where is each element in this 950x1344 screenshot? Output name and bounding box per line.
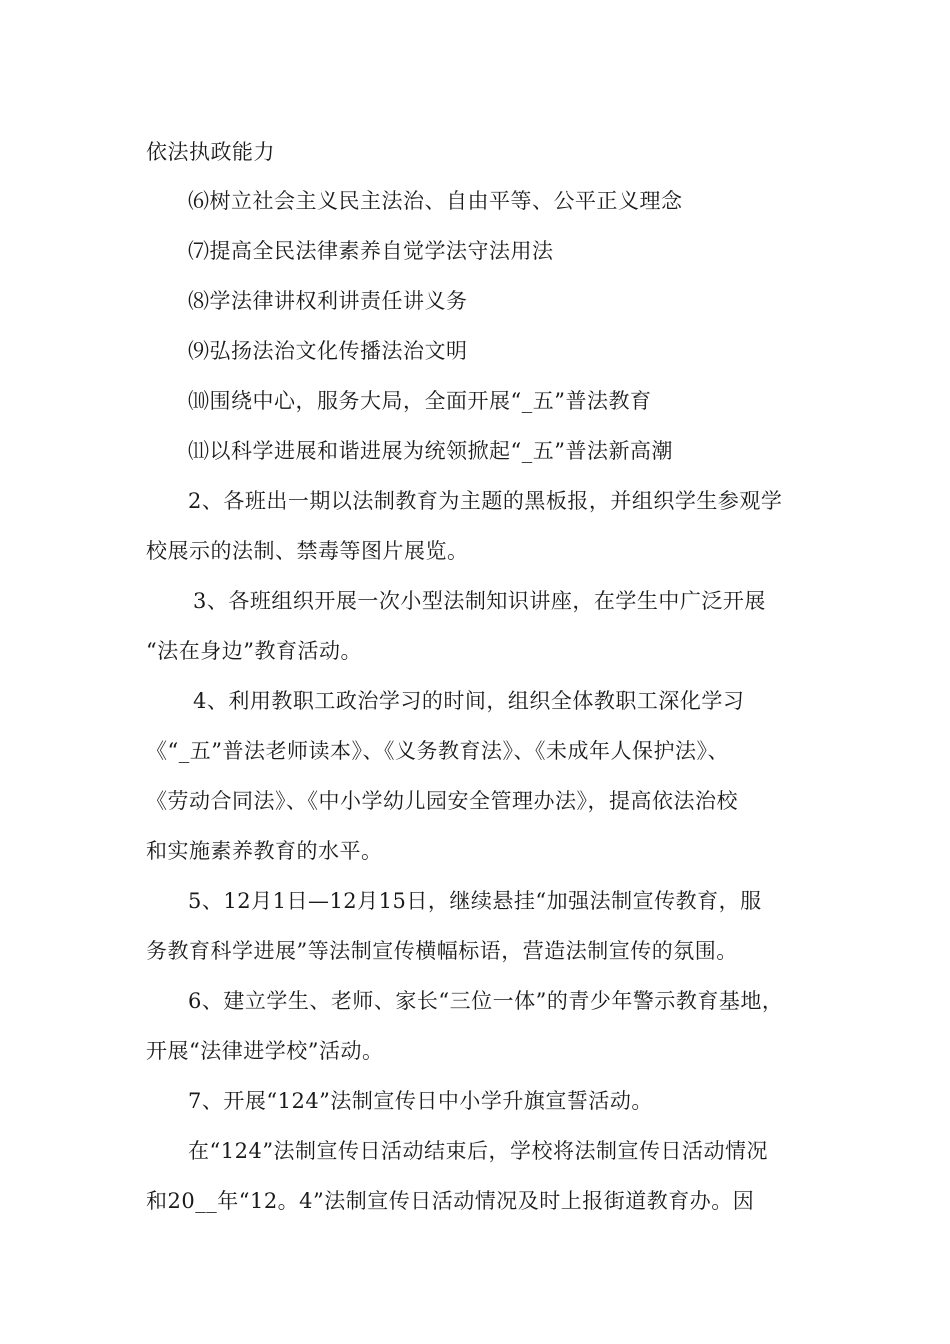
text-line: 6、建立学生、老师、家长“三位一体”的青少年警示教育基地， — [188, 989, 784, 1013]
text-line: 和实施素养教育的水平。 — [146, 839, 383, 863]
text-line: 5、12月1日—12月15日，继续悬挂“加强法制宣传教育，服 — [188, 889, 762, 913]
text-line: ⑽围绕中心，服务大局，全面开展“_五”普法教育 — [188, 389, 652, 413]
text-line: “法在身边”教育活动。 — [146, 639, 362, 663]
text-line: ⑹树立社会主义民主法治、自由平等、公平正义理念 — [188, 189, 683, 213]
text-line: ⑺提高全民法律素养自觉学法守法用法 — [188, 239, 554, 263]
text-line: 2、各班出一期以法制教育为主题的黑板报，并组织学生参观学 — [188, 489, 783, 513]
text-line: 校展示的法制、禁毒等图片展览。 — [146, 539, 469, 563]
text-line: ⑾以科学进展和谐进展为统领掀起“_五”普法新高潮 — [188, 439, 673, 463]
text-line: 《“_五”普法老师读本》、《义务教育法》、《未成年人保护法》、 — [146, 739, 729, 763]
text-line: 开展“法律进学校”活动。 — [146, 1039, 384, 1063]
text-line: 4、利用教职工政治学习的时间，组织全体教职工深化学习 — [193, 689, 745, 713]
text-line: 3、各班组织开展一次小型法制知识讲座，在学生中广泛开展 — [193, 589, 766, 613]
text-line: 《劳动合同法》、《中小学幼儿园安全管理办法》，提高依法治校 — [146, 789, 738, 813]
text-line: 和20__年“12。4”法制宣传日活动情况及时上报街道教育办。因 — [146, 1189, 755, 1213]
text-line: 依法执政能力 — [146, 140, 275, 164]
text-line: 7、开展“124”法制宣传日中小学升旗宣誓活动。 — [188, 1089, 653, 1113]
text-line: 在“124”法制宣传日活动结束后，学校将法制宣传日活动情况 — [188, 1139, 769, 1163]
text-line: ⑻学法律讲权利讲责任讲义务 — [188, 289, 468, 313]
text-line: 务教育科学进展”等法制宣传横幅标语，营造法制宣传的氛围。 — [146, 939, 738, 963]
text-line: ⑼弘扬法治文化传播法治文明 — [188, 339, 468, 363]
